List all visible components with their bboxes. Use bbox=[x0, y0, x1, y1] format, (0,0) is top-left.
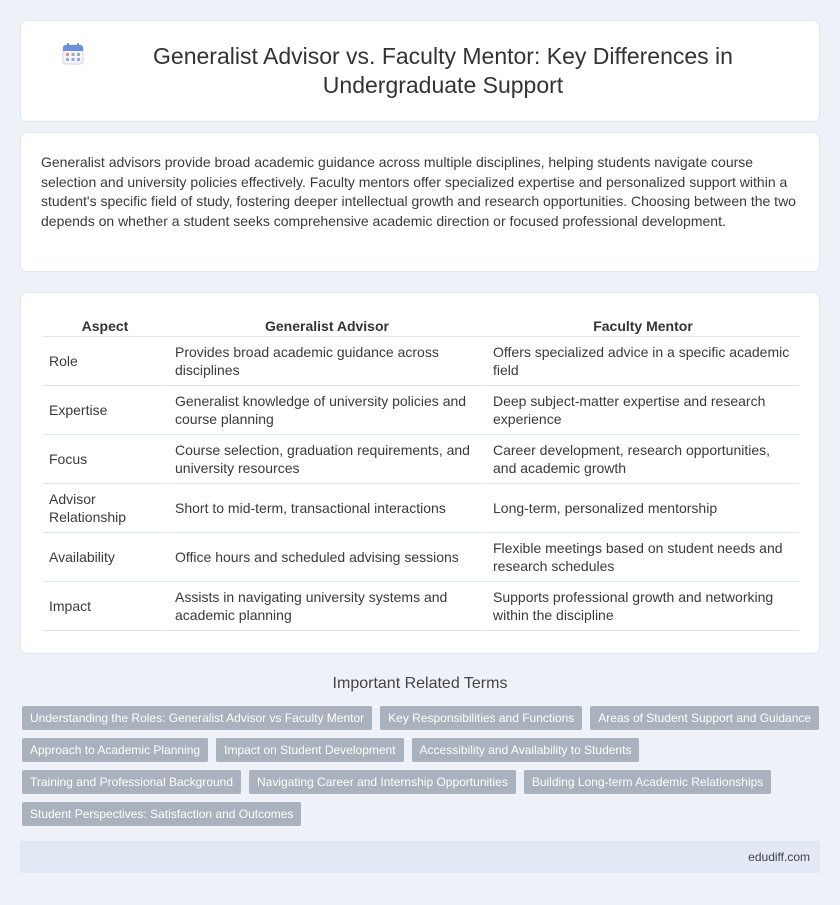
related-term-tag[interactable]: Key Responsibilities and Functions bbox=[380, 706, 582, 730]
related-term-tag[interactable]: Understanding the Roles: Generalist Advisor vs Faculty Mentor bbox=[22, 706, 372, 730]
table-cell-mentor: Career development, research opportunities, and academic growth bbox=[485, 435, 799, 484]
table-cell-aspect: Role bbox=[43, 337, 167, 386]
table-cell-aspect: Availability bbox=[43, 533, 167, 582]
table-row bbox=[43, 582, 799, 631]
comparison-card bbox=[20, 292, 820, 654]
related-term-tag[interactable]: Impact on Student Development bbox=[216, 738, 403, 762]
table-cell-mentor: Flexible meetings based on student needs and research schedules bbox=[485, 533, 799, 582]
related-terms-title: Important Related Terms bbox=[332, 675, 508, 692]
related-terms-list bbox=[22, 706, 822, 826]
table-row bbox=[43, 435, 799, 484]
page-title: Generalist Advisor vs. Faculty Mentor: Key Differences in Undergraduate Support bbox=[153, 43, 733, 98]
header-card bbox=[20, 20, 820, 122]
related-term-tag[interactable]: Student Perspectives: Satisfaction and Outcomes bbox=[22, 802, 301, 826]
table-cell-aspect: Focus bbox=[43, 435, 167, 484]
related-term-tag[interactable]: Building Long-term Academic Relationships bbox=[524, 770, 771, 794]
table-cell-mentor: Offers specialized advice in a specific academic field bbox=[485, 337, 799, 386]
table-cell-generalist: Short to mid-term, transactional interactions bbox=[167, 484, 485, 533]
table-row bbox=[43, 337, 799, 386]
related-term-tag[interactable]: Training and Professional Background bbox=[22, 770, 241, 794]
table-cell-aspect: Impact bbox=[43, 582, 167, 631]
table-cell-generalist: Provides broad academic guidance across disciplines bbox=[167, 337, 485, 386]
table-row bbox=[43, 484, 799, 533]
table-cell-generalist: Generalist knowledge of university policies and course planning bbox=[167, 386, 485, 435]
comparison-table bbox=[43, 315, 799, 631]
footer bbox=[20, 841, 820, 873]
table-cell-aspect: Advisor Relationship bbox=[43, 484, 167, 533]
table-header-row bbox=[43, 315, 799, 337]
column-header-generalist: Generalist Advisor bbox=[167, 315, 485, 337]
related-term-tag[interactable]: Accessibility and Availability to Students bbox=[412, 738, 640, 762]
related-term-tag[interactable]: Approach to Academic Planning bbox=[22, 738, 208, 762]
table-row bbox=[43, 533, 799, 582]
related-term-tag[interactable]: Navigating Career and Internship Opportunities bbox=[249, 770, 516, 794]
calendar-icon bbox=[61, 42, 85, 66]
column-header-aspect: Aspect bbox=[43, 315, 167, 337]
table-cell-generalist: Office hours and scheduled advising sessions bbox=[167, 533, 485, 582]
intro-card bbox=[20, 132, 820, 272]
table-cell-mentor: Supports professional growth and networking within the discipline bbox=[485, 582, 799, 631]
table-cell-mentor: Long-term, personalized mentorship bbox=[485, 484, 799, 533]
intro-text: Generalist advisors provide broad academic guidance across multiple disciplines, helping students navigate course selection and university policies effectively. Faculty mentors offer specialized expertise and personalized support within a student's specific field of study, fostering deeper intellectual growth and research opportunities. Choosing between the two depends on whether a student seeks comprehensive academic direction or focused professional development. bbox=[41, 154, 796, 229]
table-cell-aspect: Expertise bbox=[43, 386, 167, 435]
table-cell-generalist: Assists in navigating university systems and academic planning bbox=[167, 582, 485, 631]
related-term-tag[interactable]: Areas of Student Support and Guidance bbox=[590, 706, 819, 730]
table-row bbox=[43, 386, 799, 435]
table-cell-mentor: Deep subject-matter expertise and research experience bbox=[485, 386, 799, 435]
table-cell-generalist: Course selection, graduation requirements, and university resources bbox=[167, 435, 485, 484]
column-header-mentor: Faculty Mentor bbox=[485, 315, 799, 337]
footer-site-link[interactable]: edudiff.com bbox=[748, 850, 810, 864]
